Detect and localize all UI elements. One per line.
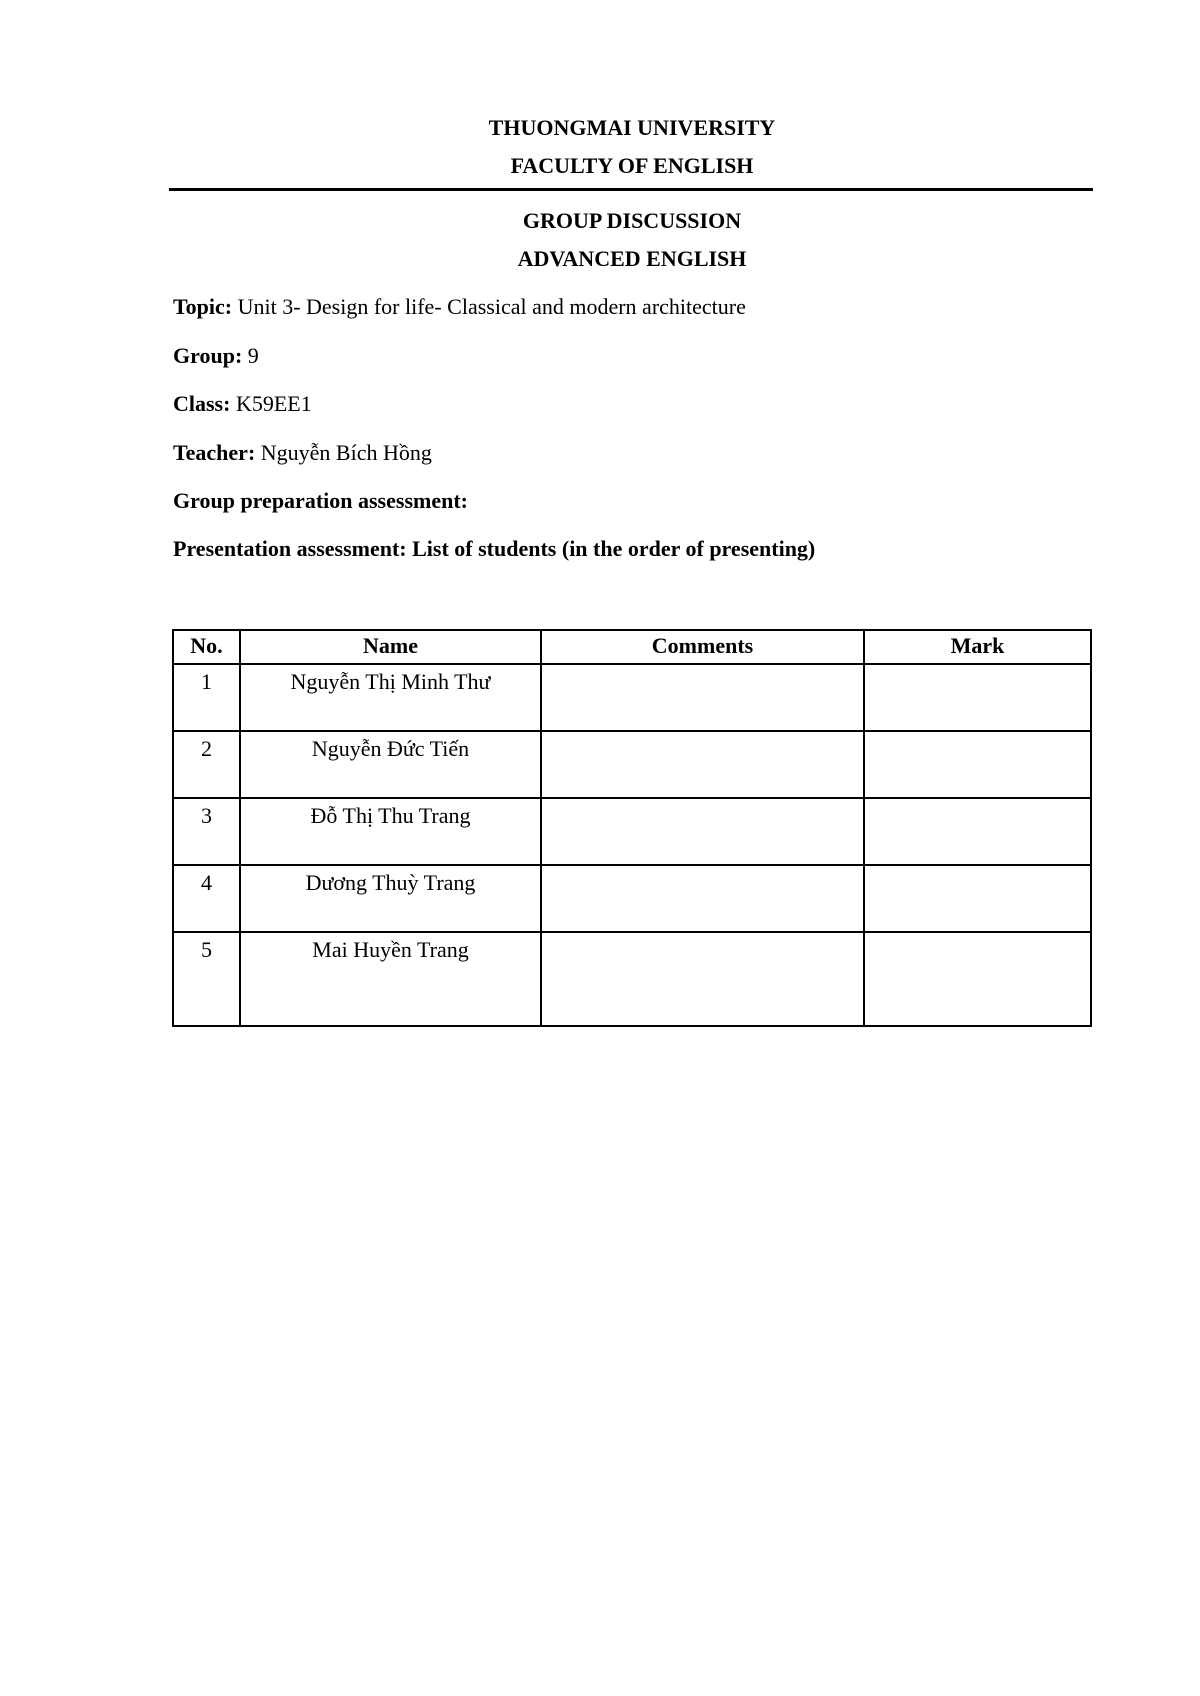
cell-comments: [541, 664, 864, 731]
cell-name: Đỗ Thị Thu Trang: [240, 798, 541, 865]
table-header-row: [173, 630, 1091, 664]
table-row: [173, 798, 1091, 865]
topic-value: Unit 3- Design for life- Classical and modern architecture: [232, 294, 746, 319]
teacher-field: [173, 439, 432, 467]
faculty-name: FACULTY OF ENGLISH: [510, 153, 754, 178]
presentation-field: [173, 535, 815, 563]
cell-mark: [864, 932, 1091, 1026]
class-label: Class:: [173, 391, 231, 416]
group-value: 9: [242, 343, 259, 368]
class-field: [173, 390, 312, 418]
cell-mark: [864, 865, 1091, 932]
cell-comments: [541, 865, 864, 932]
table-row: [173, 865, 1091, 932]
group-preparation-label: Group preparation assessment:: [173, 488, 468, 513]
cell-no: 2: [173, 731, 240, 798]
header-comments: Comments: [541, 630, 864, 664]
header-divider: [169, 188, 1093, 191]
group-field: [173, 342, 259, 370]
header-name: Name: [240, 630, 541, 664]
cell-comments: [541, 798, 864, 865]
presentation-label: Presentation assessment: List of students (in the order of presenting): [173, 536, 816, 561]
cell-no: 3: [173, 798, 240, 865]
header-mark: Mark: [864, 630, 1091, 664]
document-title: GROUP DISCUSSION: [522, 208, 742, 233]
cell-name: Dương Thuỳ Trang: [240, 865, 541, 932]
class-value: K59EE1: [230, 391, 312, 416]
cell-no: 1: [173, 664, 240, 731]
teacher-value: Nguyễn Bích Hồng: [255, 440, 432, 465]
cell-no: 4: [173, 865, 240, 932]
university-name: THUONGMAI UNIVERSITY: [488, 115, 776, 140]
teacher-label: Teacher:: [173, 440, 256, 465]
cell-mark: [864, 798, 1091, 865]
group-preparation-field: [173, 487, 468, 515]
header-no: No.: [173, 630, 240, 664]
students-table: [172, 629, 1092, 1027]
cell-name: Nguyễn Thị Minh Thư: [240, 664, 541, 731]
cell-comments: [541, 731, 864, 798]
course-name: ADVANCED ENGLISH: [517, 246, 747, 271]
cell-name: Nguyễn Đức Tiến: [240, 731, 541, 798]
cell-name: Mai Huyền Trang: [240, 932, 541, 1026]
cell-mark: [864, 664, 1091, 731]
cell-mark: [864, 731, 1091, 798]
group-label: Group:: [173, 343, 243, 368]
table-row: [173, 664, 1091, 731]
cell-no: 5: [173, 932, 240, 1026]
topic-field: [173, 293, 746, 321]
table-row: [173, 731, 1091, 798]
table-row: [173, 932, 1091, 1026]
cell-comments: [541, 932, 864, 1026]
topic-label: Topic:: [173, 294, 233, 319]
